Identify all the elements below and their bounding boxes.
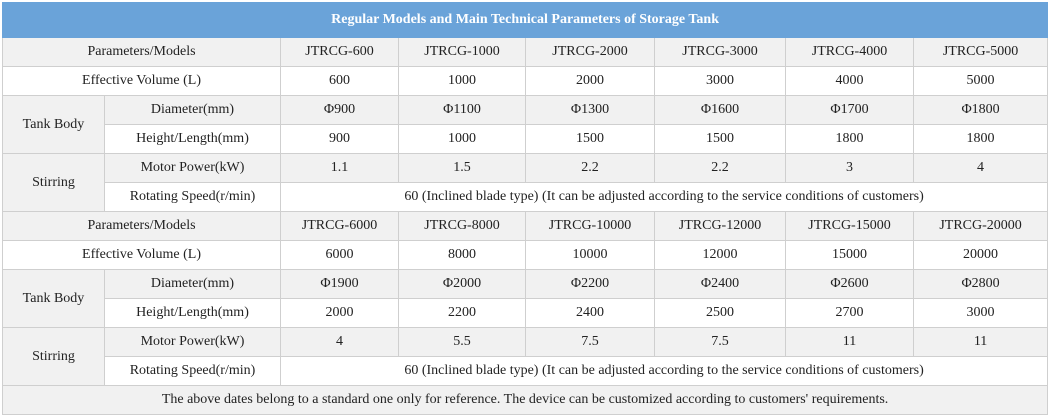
volume-cell: 5000: [914, 67, 1048, 96]
volume-cell: 2000: [526, 67, 655, 96]
height-row-1: [3, 125, 1048, 154]
model-cell: JTRCG-6000: [281, 212, 399, 241]
height-length-label: Height/Length(mm): [105, 299, 281, 328]
effective-volume-label: Effective Volume (L): [3, 67, 281, 96]
stirring-label: Stirring: [3, 328, 105, 386]
height-cell: 2500: [655, 299, 786, 328]
model-cell: JTRCG-8000: [399, 212, 526, 241]
model-cell: JTRCG-12000: [655, 212, 786, 241]
diameter-label: Diameter(mm): [105, 96, 281, 125]
height-cell: 2400: [526, 299, 655, 328]
diameter-cell: Φ2200: [526, 270, 655, 299]
diameter-cell: Φ2400: [655, 270, 786, 299]
rotating-speed-label: Rotating Speed(r/min): [105, 183, 281, 212]
motor-power-row-2: [3, 328, 1048, 357]
model-cell: JTRCG-20000: [914, 212, 1048, 241]
model-cell: JTRCG-5000: [914, 38, 1048, 67]
model-cell: JTRCG-2000: [526, 38, 655, 67]
motor-power-cell: 2.2: [526, 154, 655, 183]
table-title: Regular Models and Main Technical Parameters of Storage Tank: [3, 3, 1048, 38]
motor-power-label: Motor Power(kW): [105, 154, 281, 183]
volume-cell: 3000: [655, 67, 786, 96]
diameter-row-1: [3, 96, 1048, 125]
height-cell: 3000: [914, 299, 1048, 328]
height-cell: 1800: [786, 125, 914, 154]
motor-power-label: Motor Power(kW): [105, 328, 281, 357]
rotating-speed-value: 60 (Inclined blade type) (It can be adjusted according to the service conditions of customers): [281, 357, 1048, 386]
motor-power-cell: 4: [914, 154, 1048, 183]
motor-power-cell: 11: [786, 328, 914, 357]
model-cell: JTRCG-4000: [786, 38, 914, 67]
model-cell: JTRCG-1000: [399, 38, 526, 67]
motor-power-cell: 5.5: [399, 328, 526, 357]
height-cell: 1800: [914, 125, 1048, 154]
height-length-label: Height/Length(mm): [105, 125, 281, 154]
rotating-speed-row-2: [3, 357, 1048, 386]
storage-tank-parameters-table: [2, 2, 1048, 415]
diameter-cell: Φ1100: [399, 96, 526, 125]
height-row-2: [3, 299, 1048, 328]
model-cell: JTRCG-10000: [526, 212, 655, 241]
volume-cell: 1000: [399, 67, 526, 96]
diameter-cell: Φ1600: [655, 96, 786, 125]
diameter-cell: Φ2600: [786, 270, 914, 299]
height-cell: 2700: [786, 299, 914, 328]
tank-body-label: Tank Body: [3, 96, 105, 154]
rotating-speed-value: 60 (Inclined blade type) (It can be adjusted according to the service conditions of customers): [281, 183, 1048, 212]
volume-cell: 10000: [526, 241, 655, 270]
volume-cell: 15000: [786, 241, 914, 270]
volume-cell: 12000: [655, 241, 786, 270]
diameter-cell: Φ1800: [914, 96, 1048, 125]
volume-cell: 600: [281, 67, 399, 96]
volume-row-1: [3, 67, 1048, 96]
motor-power-row-1: [3, 154, 1048, 183]
parameters-models-label: Parameters/Models: [3, 38, 281, 67]
height-cell: 900: [281, 125, 399, 154]
motor-power-cell: 4: [281, 328, 399, 357]
table-title-row: [3, 3, 1048, 38]
volume-cell: 6000: [281, 241, 399, 270]
parameters-models-label: Parameters/Models: [3, 212, 281, 241]
diameter-cell: Φ1900: [281, 270, 399, 299]
diameter-cell: Φ2000: [399, 270, 526, 299]
diameter-row-2: [3, 270, 1048, 299]
diameter-cell: Φ900: [281, 96, 399, 125]
motor-power-cell: 11: [914, 328, 1048, 357]
motor-power-cell: 3: [786, 154, 914, 183]
volume-cell: 20000: [914, 241, 1048, 270]
motor-power-cell: 7.5: [526, 328, 655, 357]
height-cell: 2200: [399, 299, 526, 328]
model-cell: JTRCG-15000: [786, 212, 914, 241]
motor-power-cell: 7.5: [655, 328, 786, 357]
motor-power-cell: 1.5: [399, 154, 526, 183]
motor-power-cell: 2.2: [655, 154, 786, 183]
volume-cell: 8000: [399, 241, 526, 270]
height-cell: 1500: [655, 125, 786, 154]
stirring-label: Stirring: [3, 154, 105, 212]
volume-row-2: [3, 241, 1048, 270]
diameter-cell: Φ1700: [786, 96, 914, 125]
effective-volume-label: Effective Volume (L): [3, 241, 281, 270]
volume-cell: 4000: [786, 67, 914, 96]
rotating-speed-label: Rotating Speed(r/min): [105, 357, 281, 386]
tank-body-label: Tank Body: [3, 270, 105, 328]
footnote-row: [3, 386, 1048, 415]
motor-power-cell: 1.1: [281, 154, 399, 183]
rotating-speed-row-1: [3, 183, 1048, 212]
diameter-cell: Φ1300: [526, 96, 655, 125]
models-row-2: [3, 212, 1048, 241]
height-cell: 1000: [399, 125, 526, 154]
models-row-1: [3, 38, 1048, 67]
model-cell: JTRCG-600: [281, 38, 399, 67]
height-cell: 2000: [281, 299, 399, 328]
height-cell: 1500: [526, 125, 655, 154]
diameter-cell: Φ2800: [914, 270, 1048, 299]
diameter-label: Diameter(mm): [105, 270, 281, 299]
model-cell: JTRCG-3000: [655, 38, 786, 67]
footnote: The above dates belong to a standard one only for reference. The device can be customized according to customers' requirements.: [3, 386, 1048, 415]
